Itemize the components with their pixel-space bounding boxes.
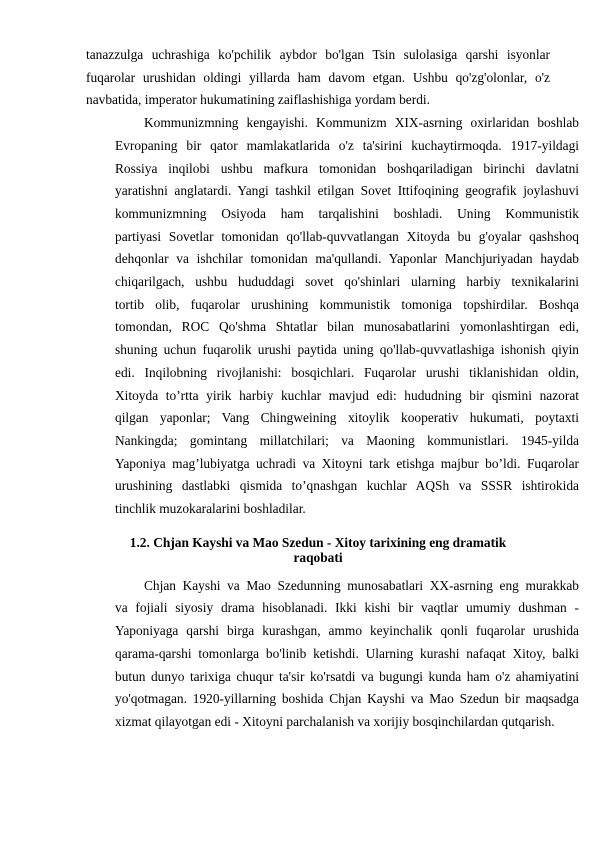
paragraph-1 [86, 44, 550, 112]
text-line: Nankingda; gomintang millatchilari; va Maoning kommunistlari. 1945-yilda [115, 432, 579, 448]
text-line: Yaponiya mag’lubiyatga uchradi va Xitoyni tark etishga majbur bo’ldi. Fuqarolar [115, 455, 579, 471]
text-line: qarama-qarshi tomonlarga bo'linib ketishdi. Ularning kurashi nafaqat Xitoy, balki [115, 645, 579, 661]
paragraph-2 [86, 112, 579, 521]
document-page [86, 44, 579, 734]
text-line: tinchlik muzokaralarini boshladilar. [115, 501, 306, 517]
text-line: urushining dastlabki qismida to’qnashgan kuchlar AQSh va SSSR ishtirokida [115, 478, 579, 494]
section-heading [86, 535, 550, 565]
text-line: Evropaning bir qator mamlakatlarida o'z ta'sirini kuchaytirmoqda. 1917-yildagi [115, 137, 579, 153]
text-line: tortib olib, fuqarolar urushining kommunistik tomoniga topshirdilar. Boshqa [115, 296, 579, 312]
text-line: yo'qotmagan. 1920-yillarning boshida Chjan Kayshi va Mao Szedun bir maqsadga [115, 691, 579, 707]
heading-line-2: raqobati [293, 549, 343, 565]
text-line: tomondan, ROC Qo'shma Shtatlar bilan munosabatlarini yomonlashtirgan edi, [115, 319, 579, 335]
text-line: chiqarilgach, ushbu hududdagi sovet qo'shinlari ularning harbiy texnikalarini [115, 274, 579, 290]
text-line: Kommunizmning kengayishi. Kommunizm XIX-asrning oxirlaridan boshlab [144, 115, 579, 131]
text-line: qilgan yaponlar; Vang Chingweining xitoylik kooperativ hukumati, poytaxti [115, 410, 579, 426]
text-line: xizmat qilayotgan edi - Xitoyni parchalanish va xorijiy bosqinchilardan qutqarish. [115, 713, 555, 729]
text-line: Xitoyda to’rtta yirik harbiy kuchlar mavjud edi: hududning bir qismini nazorat [115, 387, 579, 403]
text-line: fuqarolar urushidan oldingi yillarda ham davom etgan. Ushbu qo'zg'olonlar, o'z [86, 69, 550, 85]
text-line: partiyasi Sovetlar tomonidan qo'llab-quvvatlangan Xitoyda bu g'oyalar qashshoq [115, 228, 579, 244]
text-line: butun dunyo tarixiga chuqur ta'sir ko'rsatdi va bugungi kunda ham o'z ahamiyatini [115, 668, 579, 684]
text-line: tanazzulga uchrashiga ko'pchilik aybdor bo'lgan Tsin sulolasiga qarshi isyonlar [86, 47, 550, 62]
text-line: dehqonlar va ishchilar tomonidan ma'qullandi. Yaponlar Manchjuriyadan haydab [115, 251, 579, 267]
heading-line-1: 1.2. Chjan Kayshi va Mao Szedun - Xitoy tarixining eng dramatik [129, 534, 507, 550]
text-line: Chjan Kayshi va Mao Szedunning munosabatlari XX-asrning eng murakkab [144, 577, 579, 593]
text-line: yaratishni anglatardi. Yangi tashkil etilgan Sovet Ittifoqining geografik joylashuvi [115, 183, 579, 199]
text-line: Rossiya inqilobi ushbu mafkura tomonidan boshqariladigan birinchi davlatni [115, 160, 579, 176]
text-line: navbatida, imperator hukumatining zaiflashishiga yordam berdi. [86, 92, 430, 108]
text-line: va fojiali siyosiy drama hisoblanadi. Ikki kishi bir vaqtlar umumiy dushman - [115, 600, 579, 616]
text-line: kommunizmning Osiyoda ham tarqalishini boshladi. Uning Kommunistik [115, 205, 579, 221]
text-line: Yaponiyaga qarshi birga kurashgan, ammo keyinchalik qonli fuqarolar urushida [115, 623, 579, 639]
text-line: shuning uchun fuqarolik urushi paytida uning qo'llab-quvvatlashiga ishonish qiyin [115, 342, 579, 358]
text-line: edi. Inqilobning rivojlanishi: bosqichlari. Fuqarolar urushi tiklanishidan oldin, [115, 364, 579, 380]
paragraph-3 [86, 575, 579, 734]
